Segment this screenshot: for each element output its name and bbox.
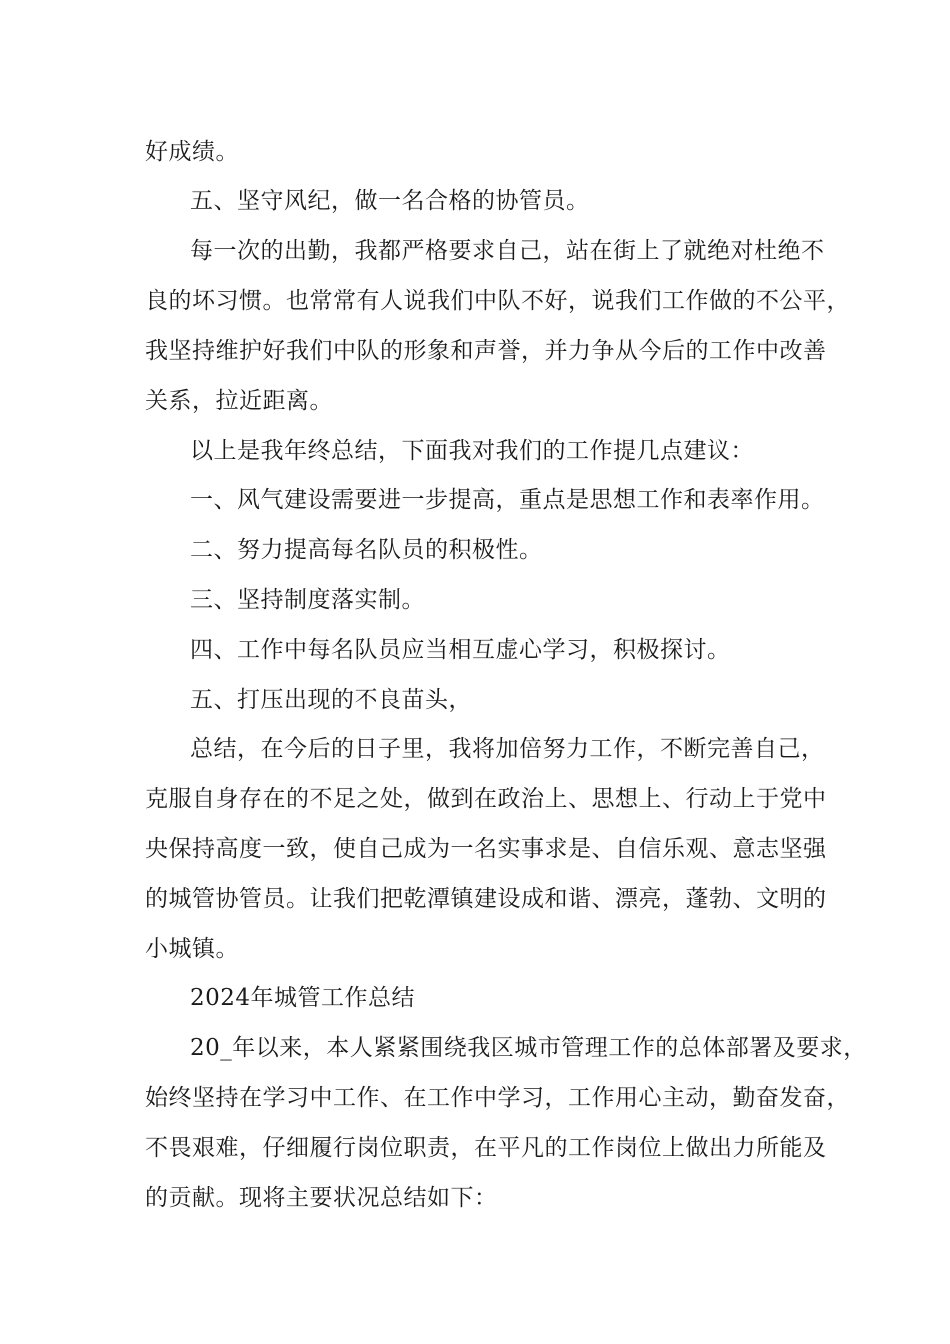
section-heading: 2024年城管工作总结 [190, 985, 416, 1011]
text-line: 总结，在今后的日子里，我将加倍努力工作，不断完善自己， [190, 736, 825, 762]
text-line: 的贡献。现将主要状况总结如下： [145, 1185, 498, 1211]
text-line: 关系，拉近距离。 [145, 388, 333, 414]
text-line: 一、风气建设需要进一步提高，重点是思想工作和表率作用。 [190, 487, 825, 513]
text-line: 我坚持维护好我们中队的形象和声誉，并力争从今后的工作中改善 [145, 338, 827, 364]
text-line: 五、打压出现的不良苗头， [190, 687, 472, 713]
text-line: 五、坚守风纪，做一名合格的协管员。 [190, 188, 590, 214]
text-line: 二、努力提高每名队员的积极性。 [190, 537, 543, 563]
text-line: 克服自身存在的不足之处，做到在政治上、思想上、行动上于党中 [145, 786, 827, 812]
text-line: 20_年以来，本人紧紧围绕我区城市管理工作的总体部署及要求， [190, 1035, 867, 1061]
text-line: 的城管协管员。让我们把乾潭镇建设成和谐、漂亮，蓬勃、文明的 [145, 886, 827, 912]
text-line: 小城镇。 [145, 936, 239, 962]
text-line: 三、坚持制度落实制。 [190, 587, 425, 613]
text-line: 良的坏习惯。也常常有人说我们中队不好，说我们工作做的不公平， [145, 288, 850, 314]
text-line: 四、工作中每名队员应当相互虚心学习，积极探讨。 [190, 637, 731, 663]
text-line: 始终坚持在学习中工作、在工作中学习，工作用心主动，勤奋发奋， [145, 1085, 850, 1111]
text-line: 好成绩。 [145, 139, 239, 165]
text-line: 每一次的出勤，我都严格要求自己，站在街上了就绝对杜绝不 [190, 238, 825, 264]
text-line: 央保持高度一致，使自己成为一名实事求是、自信乐观、意志坚强 [145, 836, 827, 862]
text-line: 不畏艰难，仔细履行岗位职责，在平凡的工作岗位上做出力所能及 [145, 1135, 827, 1161]
text-line: 以上是我年终总结，下面我对我们的工作提几点建议： [190, 438, 754, 464]
